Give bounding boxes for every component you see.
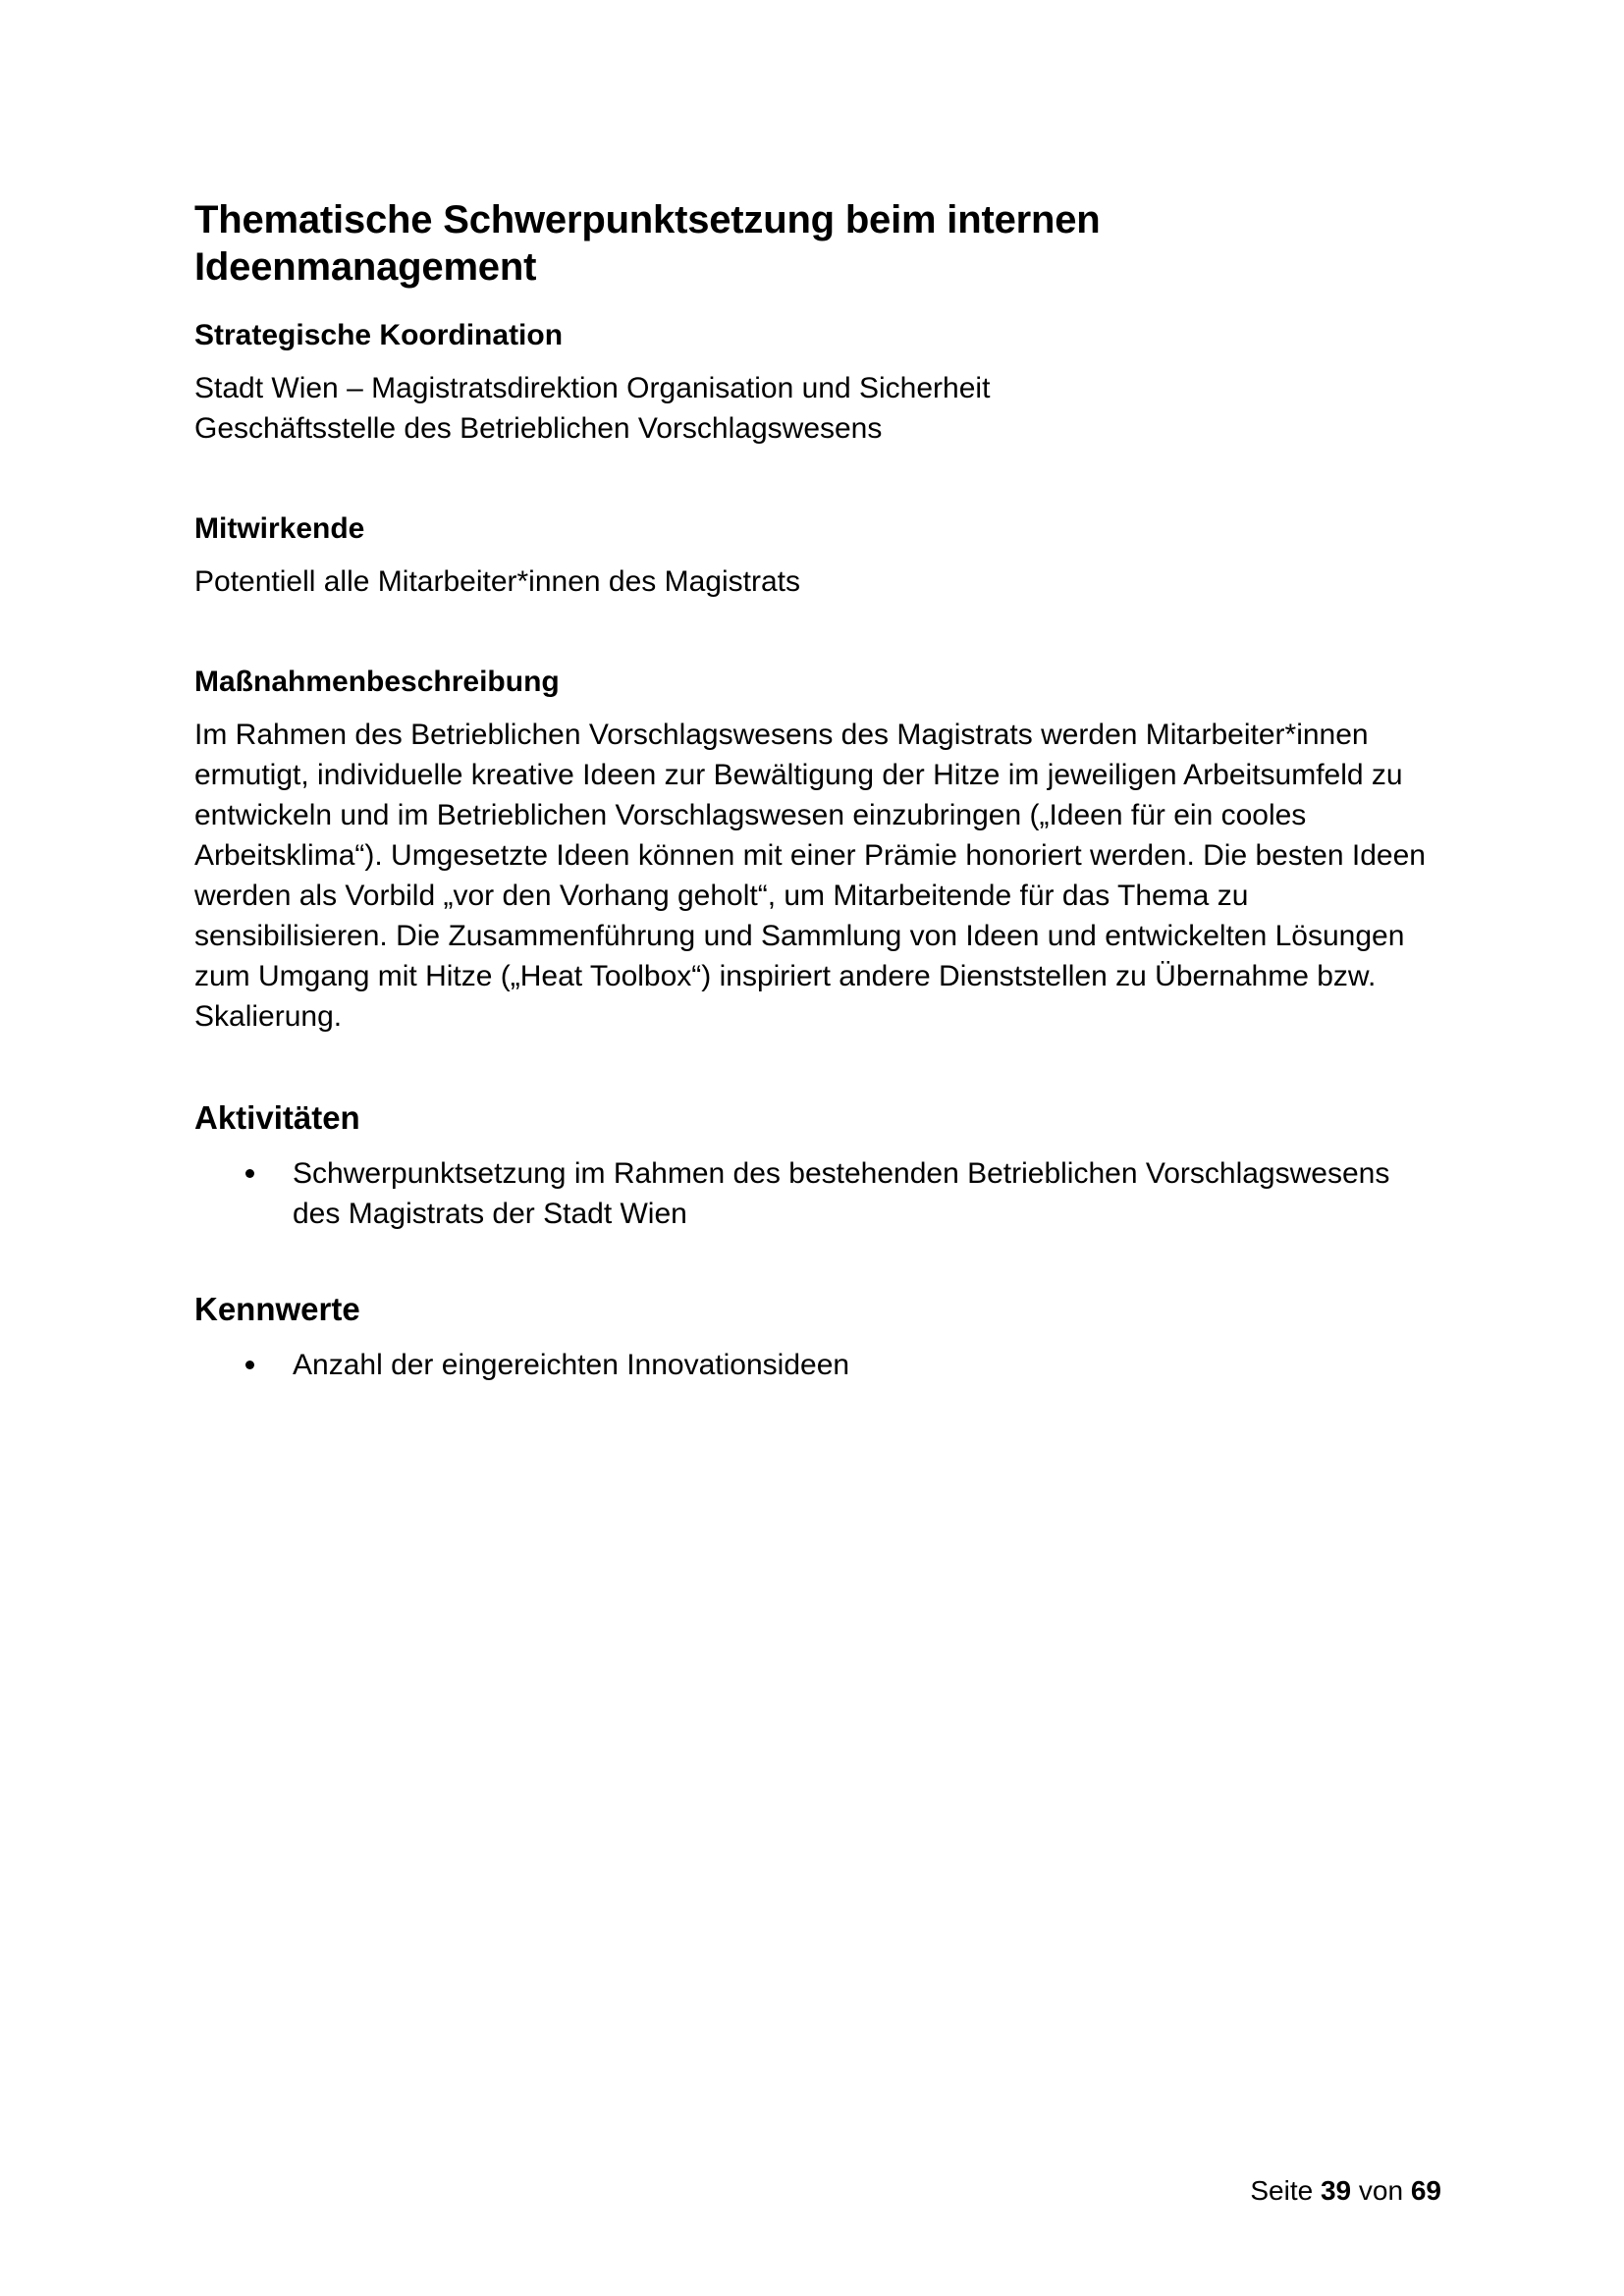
page-number bbox=[1250, 2174, 1441, 2208]
contributors-heading: Mitwirkende bbox=[194, 512, 365, 545]
measure-line: sensibilisieren. Die Zusammenführung und Sammlung von Ideen und entwickelten Lösungen bbox=[194, 920, 1405, 952]
strategic-coordination-line-1: Stadt Wien – Magistratsdirektion Organisation und Sicherheit bbox=[194, 372, 991, 404]
activities-section bbox=[194, 1097, 1441, 1234]
page-number-total: 69 bbox=[1410, 2175, 1441, 2206]
measure-line: Im Rahmen des Betrieblichen Vorschlagswesens des Magistrats werden Mitarbeiter*innen bbox=[194, 719, 1369, 751]
measure-line: Arbeitsklima“). Umgesetzte Ideen können mit einer Prämie honoriert werden. Die besten Ideen bbox=[194, 839, 1426, 872]
page-number-middle: von bbox=[1358, 2175, 1404, 2206]
page-number-current: 39 bbox=[1320, 2175, 1352, 2206]
strategic-coordination-block bbox=[194, 316, 1441, 449]
measure-line: werden als Vorbild „vor den Vorhang geholt“, um Mitarbeitende für das Thema zu bbox=[194, 880, 1249, 912]
bullet-icon bbox=[245, 1361, 254, 1369]
activities-heading: Aktivitäten bbox=[194, 1099, 360, 1136]
contributors-text: Potentiell alle Mitarbeiter*innen des Magistrats bbox=[194, 565, 800, 598]
indicators-heading: Kennwerte bbox=[194, 1290, 360, 1327]
measure-description-text bbox=[194, 715, 1441, 1037]
strategic-coordination-heading: Strategische Koordination bbox=[194, 319, 564, 351]
measure-description-heading: Maßnahmenbeschreibung bbox=[194, 666, 560, 698]
indicator-text: Anzahl der eingereichten Innovationsideen bbox=[293, 1348, 850, 1381]
measure-description-block bbox=[194, 663, 1441, 1037]
indicators-section bbox=[194, 1289, 1441, 1385]
activity-line-2: des Magistrats der Stadt Wien bbox=[293, 1197, 687, 1230]
list-item bbox=[194, 1153, 1451, 1234]
page-content bbox=[194, 196, 1441, 1440]
activities-list bbox=[194, 1153, 1441, 1234]
activity-line-1: Schwerpunktsetzung im Rahmen des bestehenden Betrieblichen Vorschlagswesens bbox=[293, 1156, 1390, 1190]
strategic-coordination-line-2: Geschäftsstelle des Betrieblichen Vorschlagswesens bbox=[194, 412, 883, 445]
measure-line: Skalierung. bbox=[194, 1000, 343, 1033]
measure-line: ermutigt, individuelle kreative Ideen zur Bewältigung der Hitze im jeweiligen Arbeitsumfeld zu bbox=[194, 759, 1403, 791]
contributors-block bbox=[194, 509, 1441, 602]
measure-line: zum Umgang mit Hitze („Heat Toolbox“) inspiriert andere Dienststellen zu Übernahme bzw. bbox=[194, 960, 1377, 992]
measure-line: entwickeln und im Betrieblichen Vorschlagswesen einzubringen („Ideen für ein cooles bbox=[194, 799, 1307, 831]
indicators-list bbox=[194, 1345, 1441, 1385]
page-title: Thematische Schwerpunktsetzung beim internen Ideenmanagement bbox=[194, 198, 1101, 289]
list-item bbox=[194, 1345, 1451, 1385]
page-number-prefix: Seite bbox=[1250, 2175, 1314, 2206]
bullet-icon bbox=[245, 1169, 254, 1178]
strategic-coordination-text bbox=[194, 368, 1441, 449]
